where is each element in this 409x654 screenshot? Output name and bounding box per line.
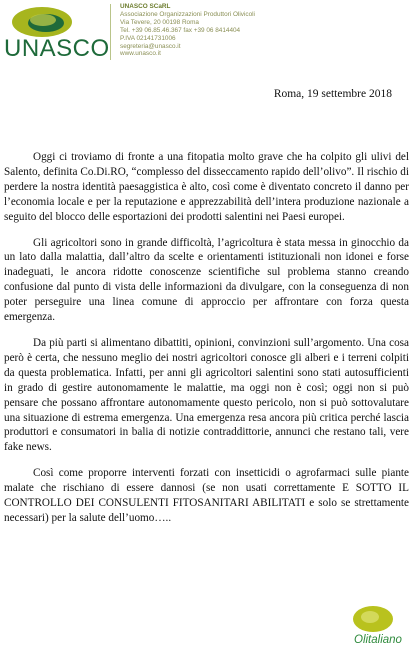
vat-number: P.IVA 02141731006	[120, 34, 176, 42]
olitaliano-wordmark: Olitaliano	[354, 634, 402, 646]
address: Via Tevere, 20 00198 Roma	[120, 18, 199, 26]
website-link[interactable]: www.unasco.it	[120, 50, 161, 58]
paragraph: Così come proporre interventi forzati con insetticidi o agrofarmaci sulle piante malate che rischiano di essere dannosi (se non usati correttamente E SOTTO IL CONTROLLO DEI CONSULENTI FITOSANITARI ABILITATI e solo se strettamente necessari) per la salute dell’uomo…..	[4, 467, 409, 524]
paragraph: Gli agricoltori sono in grande difficoltà, l’agricoltura è stata messa in ginocchio da un lato dalla malattia, dall’altro da scelte e orientamenti istituzionali non idonei e forse inadeguati, le ancora ridotte conoscenze scientifiche sul problema stanno creando confusione dal punto di vista delle informazioni da divulgare, con la conseguenza di non poter perseguire una linea comune di approccio per affrontare con forza questa emergenza.	[4, 236, 409, 324]
olive-icon	[348, 603, 406, 637]
phone-fax: Tel. +39 06.85.46.367 fax +39 06 8414404	[120, 26, 241, 34]
paragraph: Oggi ci troviamo di fronte a una fitopatia molto grave che ha colpito gli ulivi del Salento, definita Co.Di.RO, “complesso del disseccamento rapido dell’olivo”. Il rischio di perdere la nostra identità paesaggistica è alto, così come è diventato concreto il danno per l’economia locale e per la reputazione e apprezzabilità dell’intera produzione nazionale a seguito del blocco delle esportazioni dei prodotti salentini nei Paesi europei.	[4, 151, 409, 223]
header-divider	[110, 4, 111, 60]
association-name: Associazione Organizzazioni Produttori Olivicoli	[120, 10, 255, 18]
letter-date: Roma, 19 settembre 2018	[273, 88, 392, 100]
unasco-logo	[2, 2, 110, 64]
contact-block	[120, 3, 255, 58]
email-link[interactable]: segreteria@unasco.it	[120, 42, 181, 50]
letterhead	[0, 0, 409, 70]
company-name: UNASCO SCaRL	[120, 3, 171, 10]
logo-wordmark: UNASCO	[4, 35, 110, 62]
paragraph: Da più parti si alimentano dibattiti, opinioni, convinzioni sull’argomento. Una cosa però è certa, che nessuno meglio dei nostri agricoltori conosce gli alberi e i terreni colpiti da questa problematica. Infatti, per anni gli agricoltori salentini sono stati autosufficienti in grado di gestire autonomamente le malattie, ma oggi non è così; oggi non si può pensare che possano affrontare autonomamente questo pericolo, non si può sottovalutare una situazione di estrema emergenza. Una emergenza resa ancora più critica perché lascia produttori e consumatori in balia di notizie contraddittorie, annunci che restano tali, vere fake news.	[4, 336, 409, 454]
letter-body	[4, 150, 409, 537]
